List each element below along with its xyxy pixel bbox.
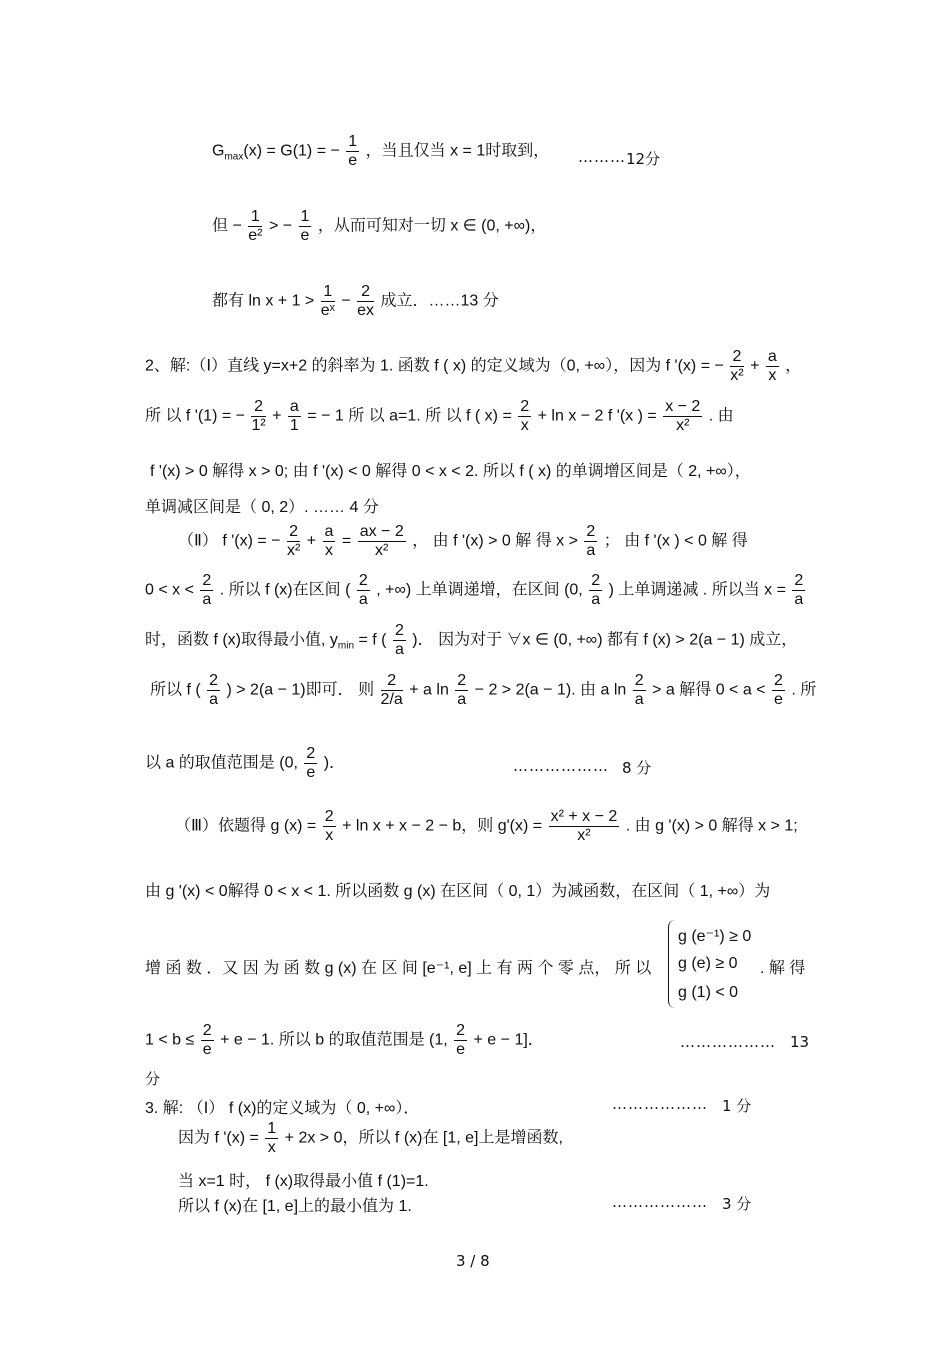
p3-line1: 3. 解: （Ⅰ） f (x)的定义域为（ 0, +∞）． (145, 1100, 420, 1117)
dots: ……… (578, 148, 626, 166)
page-number: 3 / 8 (456, 1252, 490, 1270)
system-eq-3: g (1) < 0 (678, 984, 739, 1001)
score-unit: 分 (145, 1070, 161, 1088)
dots: ……………… (513, 757, 609, 775)
p2-line12-end: . 解 得 (760, 960, 806, 977)
fraction: $\frac{1}{e}$ (348, 133, 358, 169)
score: 12分 (626, 150, 661, 168)
p2-line5: （Ⅱ） f '(x) = − $\frac{2}{\text{x²}}$ + $\frac{a}{x}$ = $\frac{ax - 2}{\text{x²}}$ ， 由 f '(x) > 0 解 得 x > $\frac{2}{a}$ ； 由 f '(x ) < 0 解 得 (178, 523, 748, 559)
system-brace (668, 920, 675, 1008)
p2-line9: 以 a 的取值范围是 (0, $\frac{2}{e}$ )． (145, 745, 346, 781)
score: 13 (790, 1033, 810, 1051)
p2-line7: 时，函数 f (x)取得最小值, $y_{min} = f$ ( $\frac{2}{a}$ )． 因为对于 ∀x ∈ (0, +∞) 都有 f (x) > 2(a − 1) 成立， (145, 622, 798, 658)
system-eq-1: g (e⁻¹) ≥ 0 (678, 928, 752, 945)
p2-line11: 由 g '(x) < 0解得 0 < x < 1. 所以函数 g (x) 在区间（ 0, 1）为减函数，在区间（ 1, +∞）为 (145, 883, 771, 900)
p3-line3: 当 x=1 时， f (x)取得最小值 f (1)=1. (178, 1173, 429, 1190)
p2-line12: 增 函 数 ．又 因 为 函 数 g (x) 在 区 间 [e⁻¹, e] 上 有 两 个 零 点， 所 以 (145, 960, 652, 977)
system-eq-2: g (e) ≥ 0 (678, 955, 738, 972)
dots: ……………… (612, 1095, 708, 1113)
p3-line4: 所以 f (x)在 [1, e]上的最小值为 1. (178, 1198, 412, 1215)
p2-line2: 所 以 f '(1) = − $\frac{2}{\text{1²}}$ + $\frac{a}{1}$ = − 1 所 以 a=1. 所 以 f ( x) = $\frac{2}{x}$ + ln x − 2 f '(x ) = $\frac{x - 2}{\text{x²}}$ . 由 (145, 398, 734, 434)
dots: ……………… (612, 1193, 708, 1211)
score: 3 分 (722, 1195, 752, 1213)
p2-line8: 所以 f ( $\frac{2}{a}$ ) > 2(a − 1)即可． 则 $\frac{2}{2/a}$ + a ln $\frac{2}{a}$ − 2 > 2(a − 1). 由 a ln $\frac{2}{a}$ > a 解得 0 < a < $\frac{2}{e}$ . 所 (150, 672, 817, 708)
p2-line3: f '(x) > 0 解得 x > 0; 由 f '(x) < 0 解得 0 < x < 2. 所以 f ( x) 的单调增区间是（ 2, +∞）， (150, 463, 751, 480)
p2-line10: （Ⅲ）依题得 g (x) = $\frac{2}{x}$ + ln x + x − 2 − b，则 g'(x) = $\frac{\text{x² + x − 2}}{\text{x²}}$ . 由 g '(x) > 0 解得 x > 1; (175, 808, 798, 844)
score: 1 分 (722, 1097, 752, 1115)
p3-line2: 因为 f '(x) = $\frac{1}{x}$ + 2x > 0，所以 f (x)在 [1, e]上是增函数, (178, 1120, 563, 1156)
p2-line4: 单调减区间是（ 0, 2）. …… 4 分 (145, 499, 379, 516)
conclusion-line: 都有 ln x + 1 > $\frac{1}{\text{eˣ}}$ − $\frac{2}{ex}$ 成立．……13 分 (212, 283, 499, 319)
score: 8 分 (622, 759, 652, 777)
dots: ……………… (680, 1033, 776, 1051)
p2-line1: 2、解:（Ⅰ）直线 y=x+2 的斜率为 1. 函数 f ( x) 的定义域为（0, +∞），因为 f '(x) = − $\frac{2}{\text{x²}}$ + $\frac{a}{x}$ ， (145, 348, 802, 384)
p2-line13: 1 < b ≤ $\frac{2}{e}$ + e − 1. 所以 b 的取值范围是 (1, $\frac{2}{e}$ + e − 1]． (145, 1022, 544, 1058)
inequality-line: 但 − $\frac{1}{\text{e²}}$ > − $\frac{1}{e}$ ，从而可知对一切 x ∈ (0, +∞)， (212, 208, 547, 244)
p2-line6: 0 < x < $\frac{2}{a}$ . 所以 f (x)在区间 ( $\frac{2}{a}$ , +∞) 上单调递增，在区间 (0, $\frac{2}{a}$ ) 上单调递减 . 所以当 x = $\frac{2}{a}$ (145, 572, 804, 608)
g-max-line: $G_{max}(x) = G(1)$ = − $\frac{1}{e}$ ，当且仅当 x = 1时取到， (212, 133, 550, 169)
